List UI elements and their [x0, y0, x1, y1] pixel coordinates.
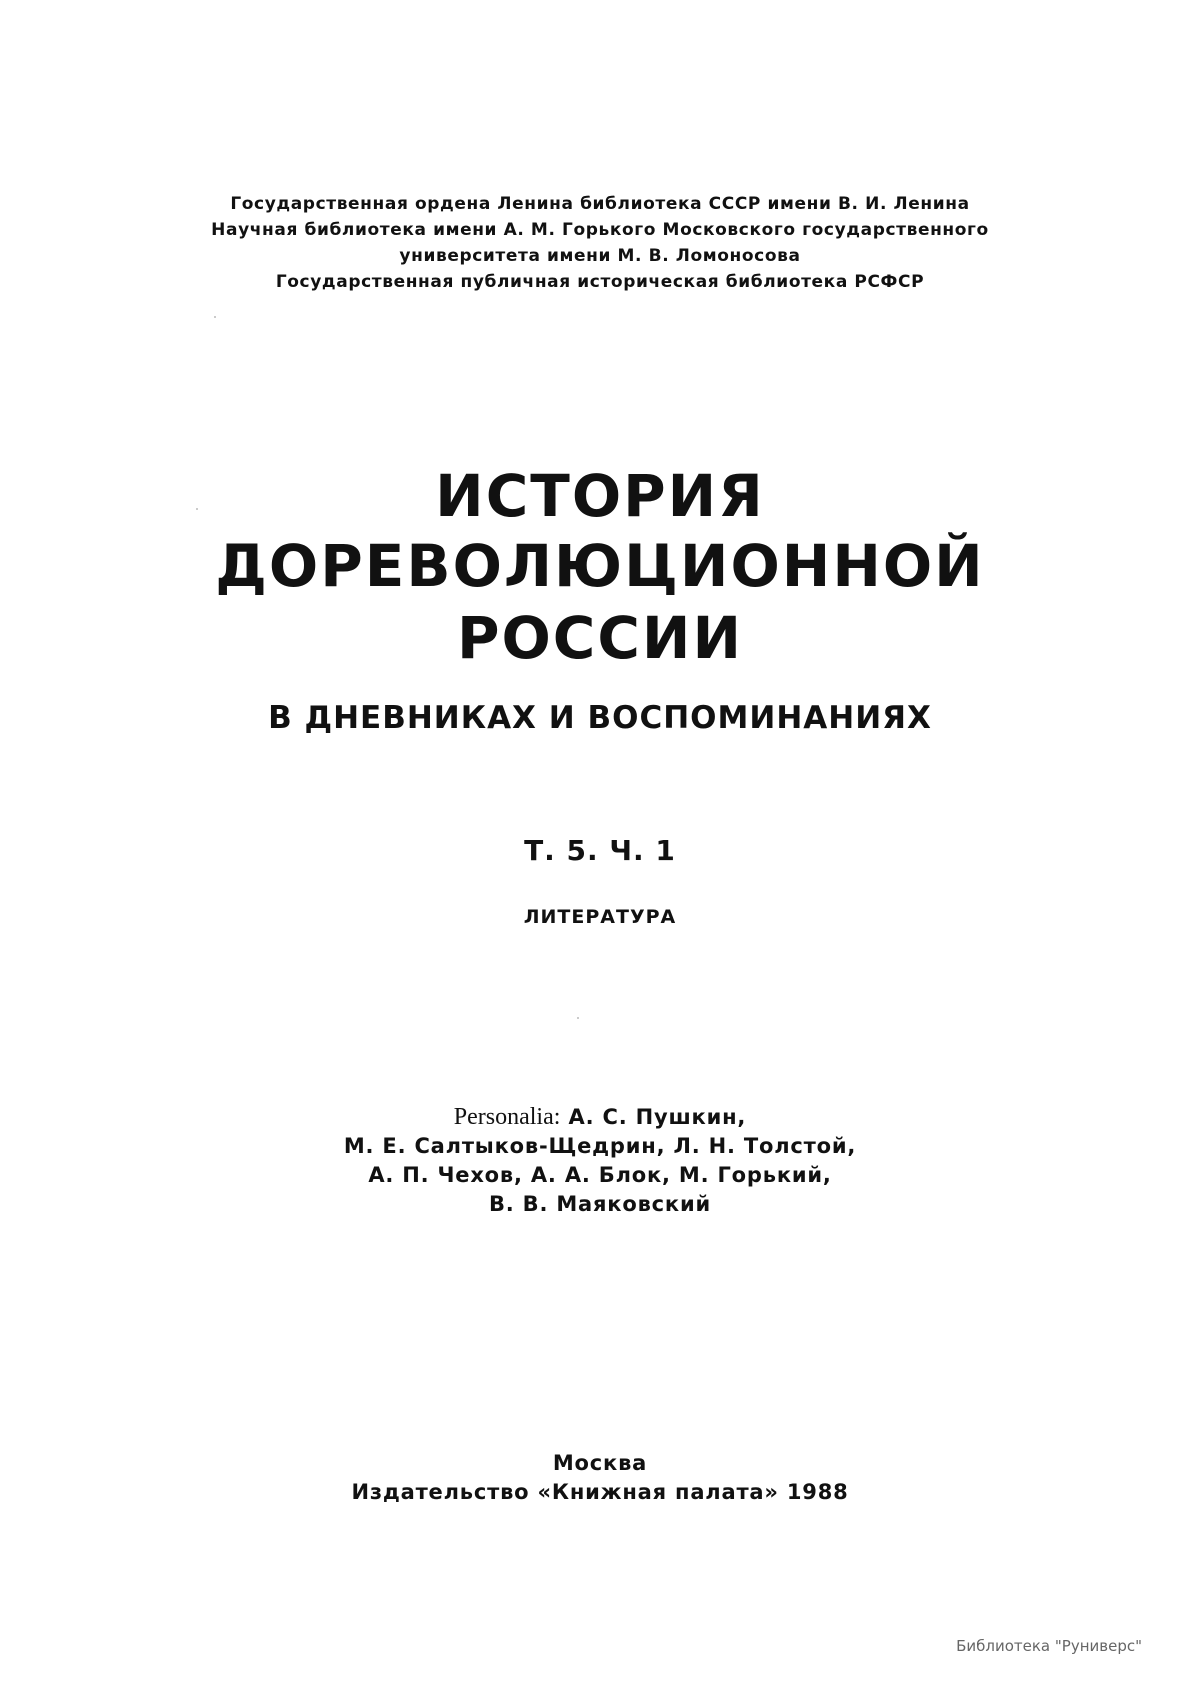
volume-number: Т. 5. Ч. 1: [524, 834, 676, 867]
library-watermark: Библиотека "Руниверс": [956, 1637, 1142, 1655]
institution-line: Государственная публичная историческая библиотека РСФСР: [275, 272, 925, 292]
imprint-publisher: Издательство «Книжная палата» 1988: [351, 1480, 849, 1504]
institution-line: Научная библиотека имени А. М. Горького Московского государственного: [211, 220, 989, 240]
personalia-names: А. С. Пушкин,: [568, 1105, 747, 1129]
book-subtitle: В ДНЕВНИКАХ И ВОСПОМИНАНИЯХ: [268, 700, 932, 736]
institution-line: Государственная ордена Ленина библиотека СССР имени В. И. Ленина: [230, 194, 970, 214]
book-title-line: РОССИИ: [456, 604, 744, 672]
book-title-line: ИСТОРИЯ: [435, 462, 765, 530]
institution-line: университета имени М. В. Ломоносова: [399, 246, 801, 266]
personalia-line: В. В. Маяковский: [488, 1192, 712, 1216]
personalia-label: Personalia:: [453, 1104, 561, 1130]
scan-speck: [577, 1017, 579, 1019]
personalia-line: М. Е. Салтыков-Щедрин, Л. Н. Толстой,: [343, 1134, 857, 1158]
book-title-line: ДОРЕВОЛЮЦИОННОЙ: [215, 532, 985, 600]
scan-speck: [214, 316, 216, 318]
scan-speck: [196, 508, 198, 510]
personalia-line: [0, 1104, 1200, 1131]
section-title: ЛИТЕРАТУРА: [523, 906, 677, 928]
personalia-line: А. П. Чехов, А. А. Блок, М. Горький,: [368, 1163, 832, 1187]
imprint-city: Москва: [552, 1451, 648, 1475]
